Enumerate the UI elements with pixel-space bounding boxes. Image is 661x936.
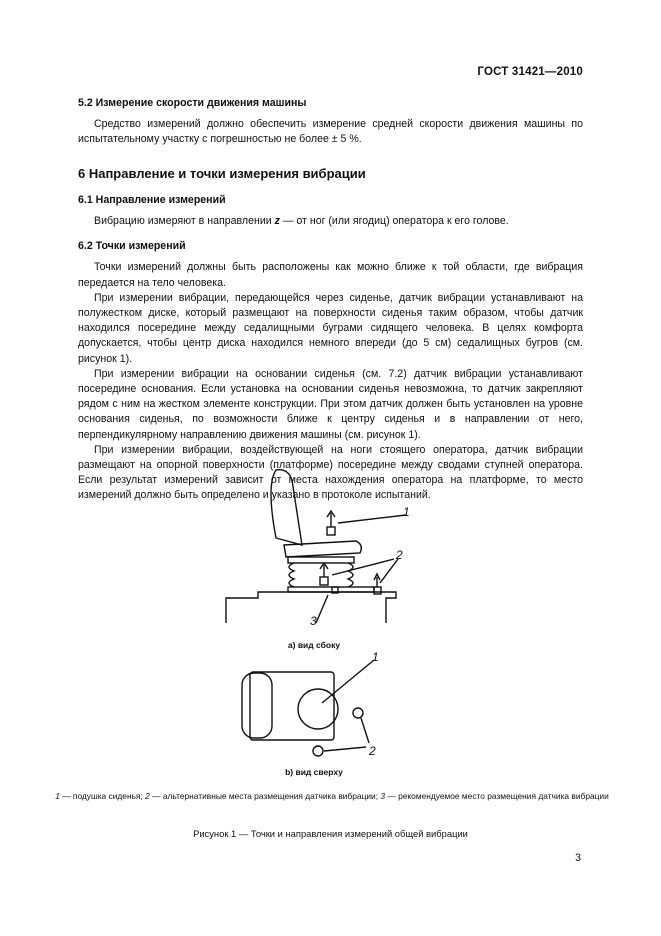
text-6-1-before: Вибрацию измеряют в направлении: [94, 215, 275, 228]
axis-z: z: [274, 215, 280, 228]
page-number: 3: [575, 852, 581, 864]
figure-1: [206, 465, 436, 780]
bellows-right: [348, 563, 353, 587]
leader-1: [338, 515, 406, 523]
standard-header: ГОСТ 31421—2010: [477, 66, 583, 78]
paragraph-6-2-3: При измерении вибрации на основании сиденья (см. 7.2) датчик вибрации устанавливают посередине основания. Если установка на основании сиденья невозможна, то датчик закрепляют рядом с ним на жестком элементе конструкции. При этом датчик должен быть установлен на уровне основания сиденья, по возможности ближе к центру сиденья и в направлении от него, перпендикулярному направлению движения машины (см. рисунок 1).: [78, 367, 583, 441]
legend-num-1: 1: [55, 791, 60, 801]
platform-sensor: [374, 587, 381, 594]
legend-text-1: — подушка сиденья;: [59, 791, 146, 801]
fig-label-1b: 1: [372, 650, 379, 664]
top-view-sensor-bottom: [313, 746, 323, 756]
fig-label-1: 1: [403, 505, 410, 519]
top-view-seat: [250, 672, 334, 740]
text-6-1-after: — от ног (или ягодиц) оператора к его голове.: [279, 215, 509, 228]
heading-6-2: 6.2 Точки измерений: [78, 240, 186, 253]
leader-2d: [361, 718, 369, 743]
legend-num-2: 2: [145, 791, 150, 801]
view-a-caption: a) вид сбоку: [287, 640, 341, 650]
heading-6-1: 6.1 Направление измерений: [78, 193, 226, 206]
leader-2a: [332, 559, 394, 575]
fig-label-2: 2: [396, 548, 403, 562]
seat-base-plate: [288, 557, 354, 563]
figure-legend: [52, 790, 612, 802]
top-view-backrest: [242, 673, 272, 738]
paragraph-6-1: [78, 214, 583, 229]
legend-text-2: — альтернативные места размещения датчика вибрации;: [149, 791, 381, 801]
paragraph-5-2: Средство измерений должно обеспечить измерение средней скорости движения машины по испытательному участку с погрешностью не более ± 5 %.: [78, 118, 583, 146]
seat-backrest: [271, 470, 302, 545]
bellows-left: [289, 563, 294, 587]
leader-3: [316, 595, 328, 623]
figure-1-drawing: [206, 465, 436, 780]
paragraph-6-2-2: При измерении вибрации, передающейся через сиденье, датчик вибрации устанавливают на полужестком диске, который размещают на поверхности сиденья таким образом, чтобы датчик находился посередине между седалищными буграми сидящего человека. В целях комфорта допускается, чтобы центр диска находился немного впереди (до 5 см) седалищных бугров (см. рисунок 1).: [78, 291, 583, 365]
heading-6: 6 Направление и точки измерения вибрации: [78, 165, 366, 181]
top-view-sensor-right: [353, 708, 363, 718]
body-text: [78, 96, 583, 504]
leader-2c: [324, 747, 366, 751]
lower-frame: [288, 587, 374, 592]
view-b-caption: b) вид сверху: [285, 767, 343, 777]
paragraph-6-2-4: При измерении вибрации, воздействующей на ноги стоящего оператора, датчик вибрации размещают на опорной поверхности (платформе) посередине между сводами ступней оператора. Если результат измерений зависит от места нахождения оператора на платформе, то место измерений должно быть определено и указано в протоколе испытаний.: [78, 443, 583, 502]
cushion-sensor: [327, 527, 335, 535]
leader-1b: [322, 660, 374, 703]
paragraph-6-2-1: Точки измерений должны быть расположены как можно ближе к той области, где вибрация передается на тело человека.: [78, 261, 583, 289]
base-sensor: [320, 577, 328, 585]
legend-num-3: 3: [380, 791, 386, 801]
figure-title: Рисунок 1 — Точки и направления измерений общей вибрации: [193, 828, 468, 839]
fig-label-2b: 2: [369, 744, 376, 758]
fig-label-3: 3: [310, 614, 317, 628]
heading-5-2: 5.2 Измерение скорости движения машины: [78, 97, 307, 109]
legend-text-3: — рекомендуемое место размещения датчика вибрации: [385, 791, 609, 801]
